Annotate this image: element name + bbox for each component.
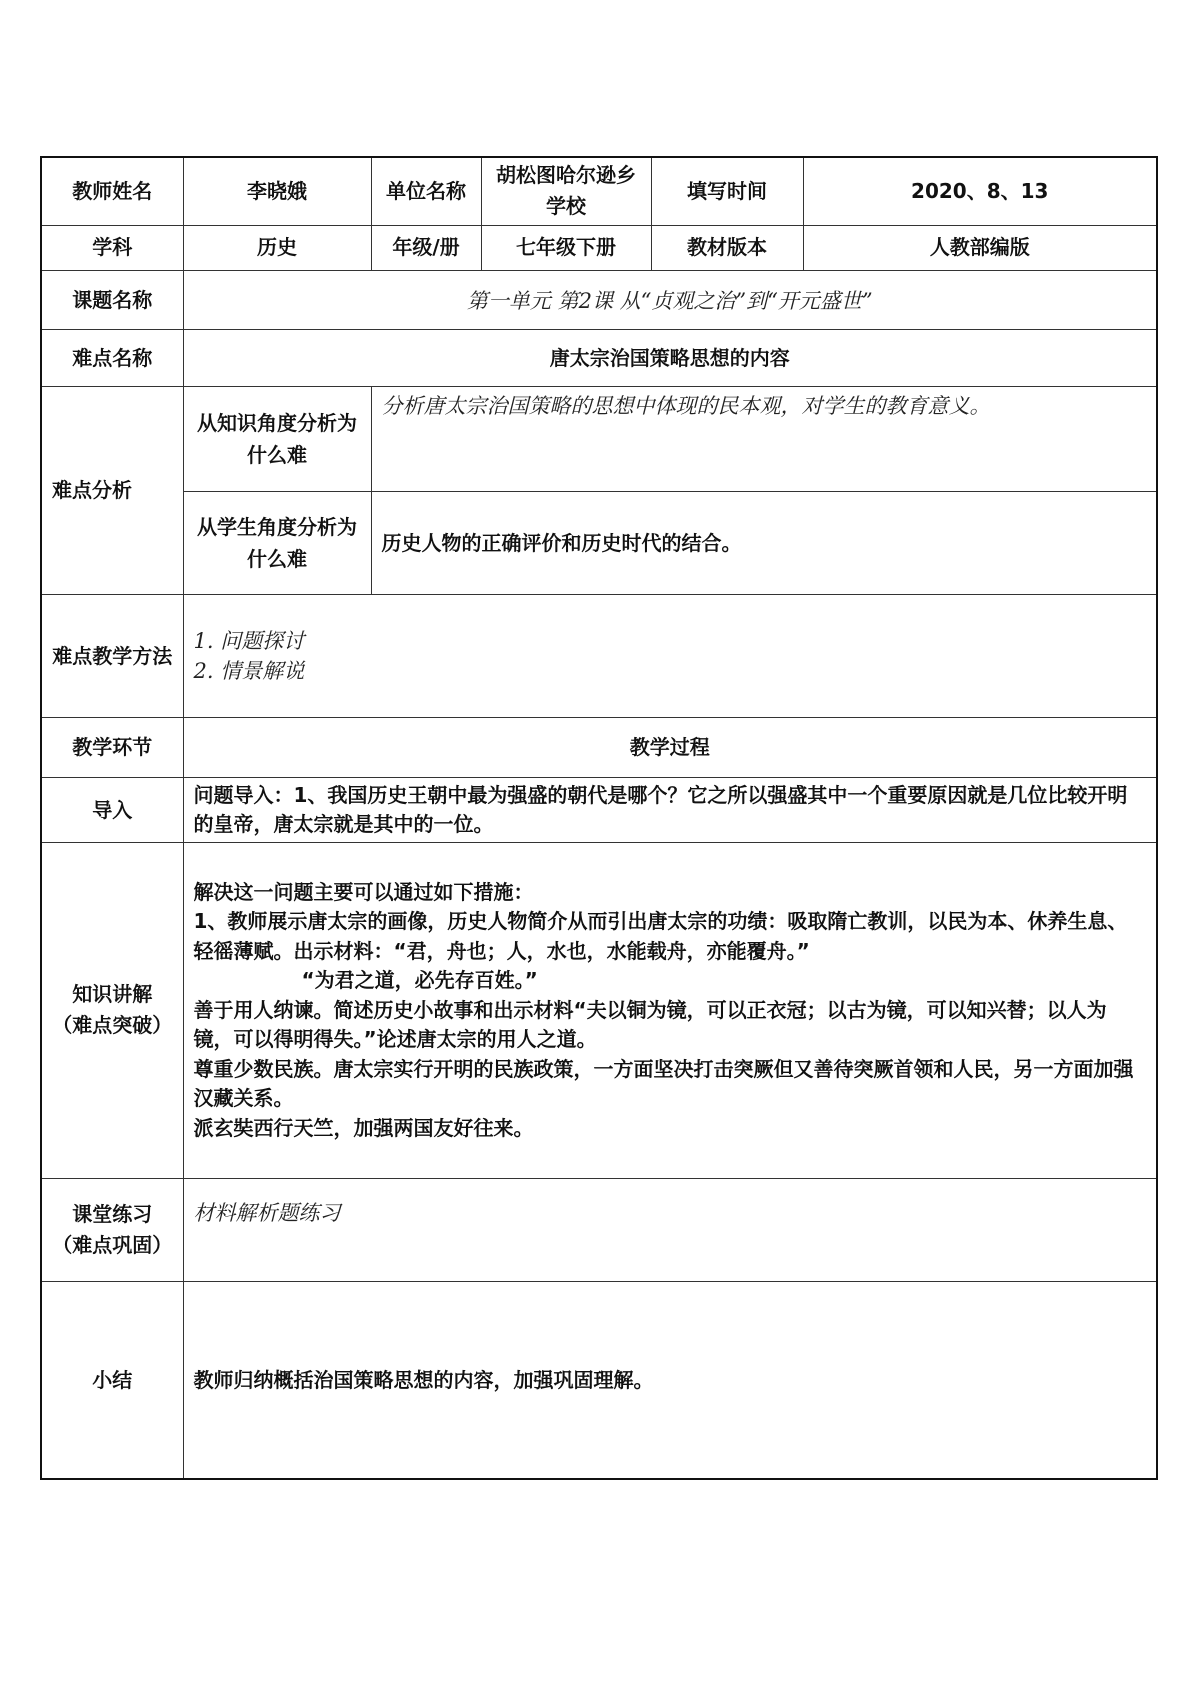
stage-label: 教学环节 (41, 718, 183, 778)
intro-row (41, 778, 1157, 843)
edition-label: 教材版本 (651, 225, 803, 270)
analysis-row-student (41, 491, 1157, 594)
analysis-row-knowledge (41, 387, 1157, 491)
difficulty-label: 难点名称 (41, 330, 183, 387)
method-item: 2. 情景解说 (193, 659, 305, 684)
methods-list (183, 595, 1157, 718)
practice-text: 材料解析题练习 (183, 1178, 1157, 1281)
summary-row (41, 1282, 1157, 1479)
lecture-paragraph: 尊重少数民族。唐太宗实行开明的民族政策，一方面坚决打击突厥但又善待突厥首领和人民，另一方面加强汉藏关系。 (193, 1056, 1134, 1111)
knowledge-angle-label: 从知识角度分析为什么难 (183, 387, 371, 491)
analysis-label: 难点分析 (41, 387, 183, 595)
practice-label-line1: 课堂练习 (72, 1202, 153, 1227)
lecture-label-line2: （难点突破） (52, 1013, 173, 1038)
intro-label: 导入 (41, 778, 183, 843)
student-angle-label: 从学生角度分析为什么难 (183, 491, 371, 594)
subject-value: 历史 (183, 225, 371, 270)
lecture-row (41, 842, 1157, 1178)
practice-label (41, 1178, 183, 1281)
lecture-paragraph: 解决这一问题主要可以通过如下措施： (193, 879, 534, 904)
student-angle-text: 历史人物的正确评价和历史时代的结合。 (371, 491, 1157, 594)
process-header-row (41, 718, 1157, 778)
teacher-name-label: 教师姓名 (41, 157, 183, 225)
lecture-paragraph: 派玄奘西行天竺，加强两国友好往来。 (193, 1115, 534, 1140)
intro-text: 问题导入：1、我国历史王朝中最为强盛的朝代是哪个？它之所以强盛其中一个重要原因就是几位比较开明的皇帝，唐太宗就是其中的一位。 (183, 778, 1157, 843)
edition-value: 人教部编版 (803, 225, 1157, 270)
difficulty-value: 唐太宗治国策略思想的内容 (183, 330, 1157, 387)
practice-label-line2: （难点巩固） (52, 1233, 173, 1258)
topic-label: 课题名称 (41, 271, 183, 330)
lecture-label (41, 842, 183, 1178)
header-row-2 (41, 225, 1157, 270)
methods-label: 难点教学方法 (41, 595, 183, 718)
process-label: 教学过程 (183, 718, 1157, 778)
unit-name-value: 胡松图哈尔逊乡学校 (481, 157, 651, 225)
knowledge-angle-text: 分析唐太宗治国策略的思想中体现的民本观，对学生的教育意义。 (371, 387, 1157, 491)
lecture-label-line1: 知识讲解 (72, 982, 153, 1007)
lecture-paragraph: “为君之道，必先存百姓。” (301, 968, 538, 993)
lecture-content (183, 842, 1157, 1178)
subject-label: 学科 (41, 225, 183, 270)
summary-text: 教师归纳概括治国策略思想的内容，加强巩固理解。 (183, 1282, 1157, 1479)
topic-row (41, 271, 1157, 330)
summary-label: 小结 (41, 1282, 183, 1479)
header-row-1 (41, 157, 1157, 225)
methods-row (41, 595, 1157, 718)
method-item: 1. 问题探讨 (193, 629, 305, 654)
lesson-plan-table (40, 156, 1158, 1480)
lecture-paragraph: 1、教师展示唐太宗的画像，历史人物简介从而引出唐太宗的功绩：吸取隋亡教训，以民为本、休养生息、轻徭薄赋。出示材料：“君，舟也；人，水也，水能载舟，亦能覆舟。” (193, 909, 1128, 963)
difficulty-row (41, 330, 1157, 387)
topic-value: 第一单元 第2课 从“贞观之治”到“开元盛世” (183, 271, 1157, 330)
fill-date-label: 填写时间 (651, 157, 803, 225)
fill-date-value: 2020、8、13 (803, 157, 1157, 225)
grade-value: 七年级下册 (481, 225, 651, 270)
teacher-name-value: 李晓娥 (183, 157, 371, 225)
lecture-paragraph: 善于用人纳谏。简述历史小故事和出示材料“夫以铜为镜，可以正衣冠；以古为镜，可以知兴替；以人为镜，可以得明得失。”论述唐太宗的用人之道。 (193, 997, 1107, 1052)
practice-row (41, 1178, 1157, 1281)
unit-name-label: 单位名称 (371, 157, 481, 225)
grade-label: 年级/册 (371, 225, 481, 270)
